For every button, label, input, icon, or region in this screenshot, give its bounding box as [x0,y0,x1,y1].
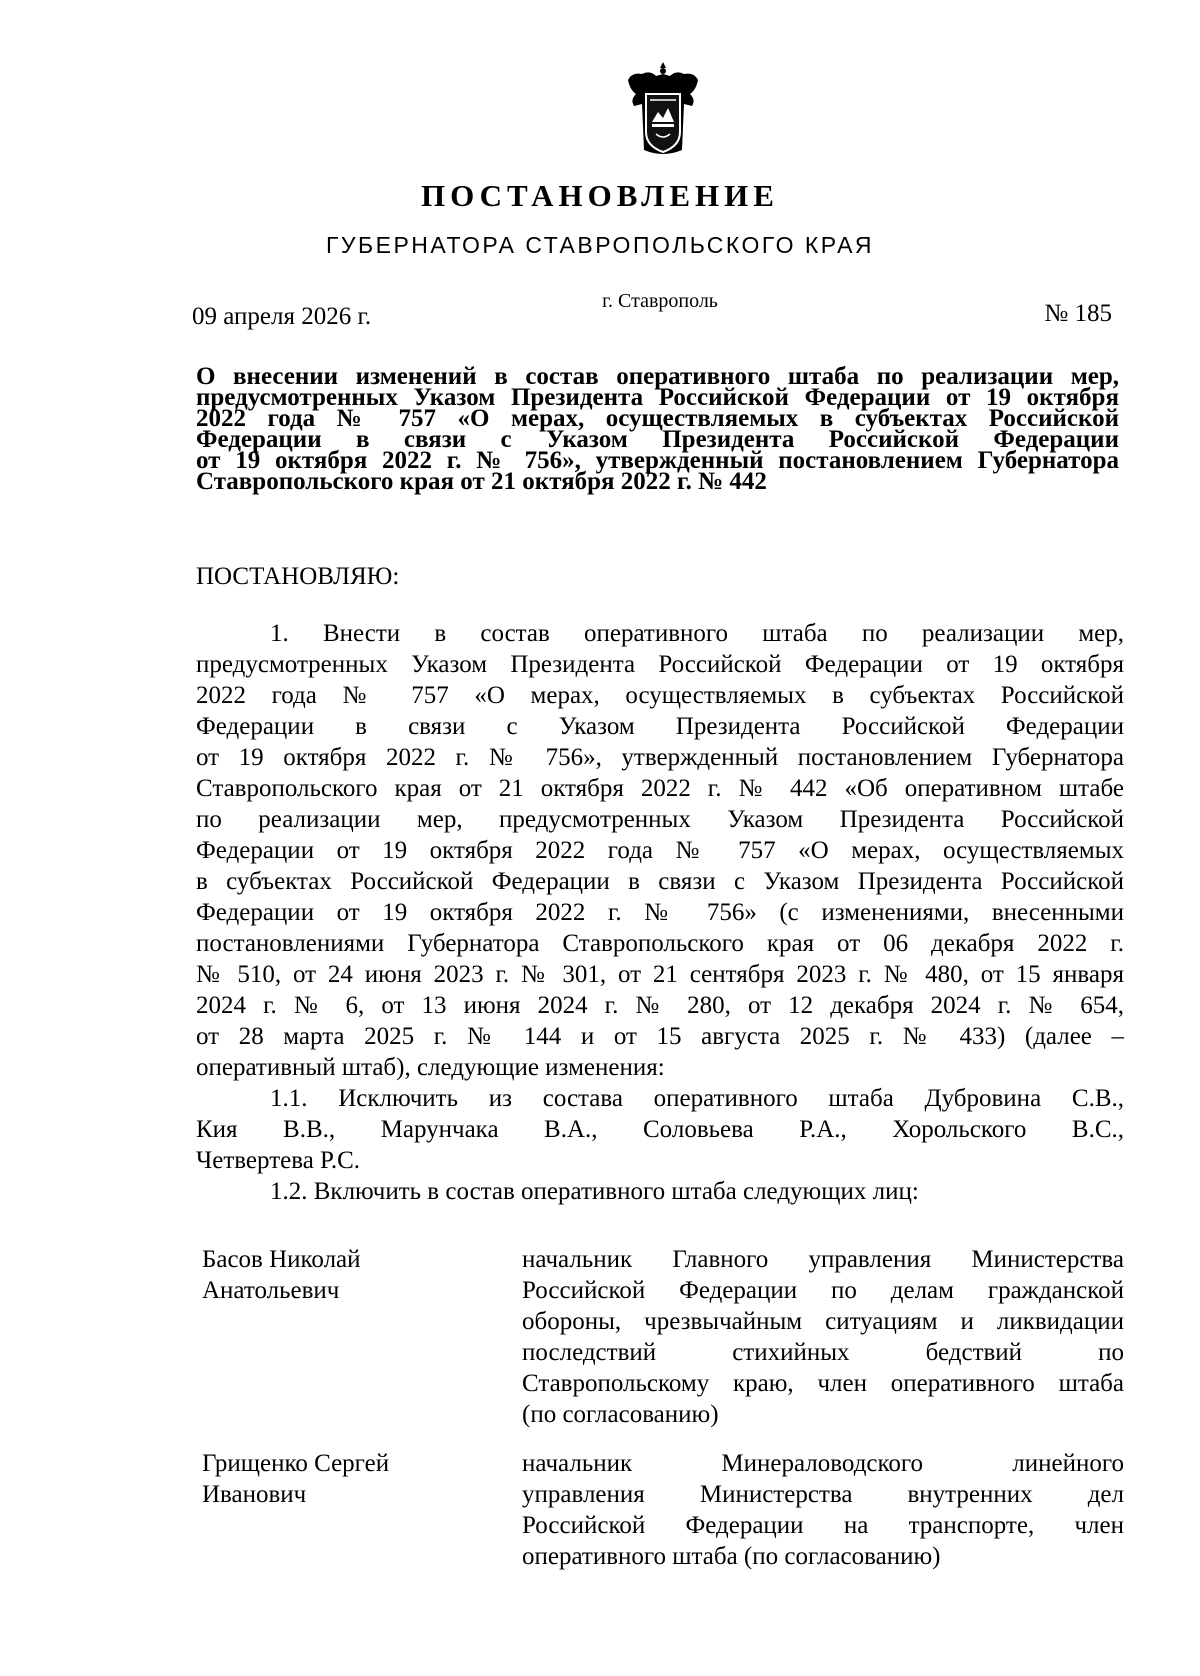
body-line: Четвертева Р.С. [196,1147,360,1174]
body-line: 2024 г. № 6, от 13 июня 2024 г. № 280, от 12 декабря 2024 г. № 654, [196,992,1124,1019]
body-line: Ставропольского края от 21 октября 2022 г. № 442 «Об оперативном штабе [196,775,1124,802]
body-line: постановлениями Губернатора Ставропольского края от 06 декабря 2022 г. [196,930,1124,957]
body-line: по реализации мер, предусмотренных Указом Президента Российской [196,806,1124,833]
coat-of-arms-emblem [622,60,704,160]
document-city: г. Ставрополь [602,290,718,312]
issuer-title: ГУБЕРНАТОРА СТАВРОПОЛЬСКОГО КРАЯ [325,232,875,258]
document-heading [196,363,1119,495]
member-role-line: обороны, чрезвычайным ситуациям и ликвидации [522,1308,1124,1335]
body-line: № 510, от 24 июня 2023 г. № 301, от 21 сентября 2023 г. № 480, от 15 января [196,961,1124,988]
member-role-line: Российской Федерации по делам гражданской [522,1277,1124,1304]
member-name-line: Анатольевич [202,1277,340,1304]
member-role-line: оперативного штаба (по согласованию) [522,1543,941,1570]
decree-word: ПОСТАНОВЛЯЮ: [196,563,400,590]
body-line: от 19 октября 2022 г. № 756», утвержденный постановлением Губернатора [196,744,1124,771]
body-line: Федерации в связи с Указом Президента Российской Федерации [196,713,1124,740]
body-line: от 28 марта 2025 г. № 144 и от 15 августа 2025 г. № 433) (далее – [196,1023,1124,1050]
heading-line: Федерации в связи с Указом Президента Российской Федерации [196,426,1119,453]
member-name-line: Иванович [202,1481,307,1508]
body-line: Кия В.В., Марунчака В.А., Соловьева Р.А., Хорольского В.С., [196,1116,1124,1143]
heading-line: О внесении изменений в состав оперативного штаба по реализации мер, [196,363,1119,390]
body-line: Федерации от 19 октября 2022 г. № 756» (с изменениями, внесенными [196,899,1124,926]
document-body [196,618,1124,1207]
body-line: 1.1. Исключить из состава оперативного штаба Дубровина С.В., [270,1085,1124,1112]
member-role-line: Российской Федерации на транспорте, член [522,1512,1124,1539]
member-role-line: начальник Минераловодского линейного [522,1450,1124,1477]
body-line: 2022 года № 757 «О мерах, осуществляемых в субъектах Российской [196,682,1124,709]
heading-line: Ставропольского края от 21 октября 2022 г. № 442 [196,468,767,495]
document-date: 09 апреля 2026 г. [192,303,372,330]
member-role-line: управления Министерства внутренних дел [522,1481,1124,1508]
body-line: 1. Внести в состав оперативного штаба по реализации мер, [270,620,1124,647]
member-name-line: Басов Николай [202,1246,361,1273]
body-line: Федерации от 19 октября 2022 года № 757 «О мерах, осуществляемых [196,837,1124,864]
body-line: в субъектах Российской Федерации в связи с Указом Президента Российской [196,868,1124,895]
member-role [522,1244,1124,1430]
member-role [522,1448,1124,1572]
member-name-line: Грищенко Сергей [202,1450,390,1477]
heading-line: 2022 года № 757 «О мерах, осуществляемых в субъектах Российской [196,405,1119,432]
document-title: ПОСТАНОВЛЕНИЕ [421,178,779,213]
body-line: предусмотренных Указом Президента Российской Федерации от 19 октября [196,651,1124,678]
document-number: № 185 [1044,300,1112,327]
heading-line: предусмотренных Указом Президента Российской Федерации от 19 октября [196,384,1119,411]
heading-line: от 19 октября 2022 г. № 756», утвержденный постановлением Губернатора [196,447,1119,474]
member-name [202,1244,361,1306]
member-role-line: Ставропольскому краю, член оперативного штаба [522,1370,1124,1397]
body-line: оперативный штаб), следующие изменения: [196,1054,665,1081]
member-role-line: последствий стихийных бедствий по [522,1339,1124,1366]
member-name [202,1448,389,1510]
body-line: 1.2. Включить в состав оперативного штаба следующих лиц: [270,1178,919,1205]
member-role-line: начальник Главного управления Министерства [522,1246,1124,1273]
member-role-line: (по согласованию) [522,1401,719,1428]
